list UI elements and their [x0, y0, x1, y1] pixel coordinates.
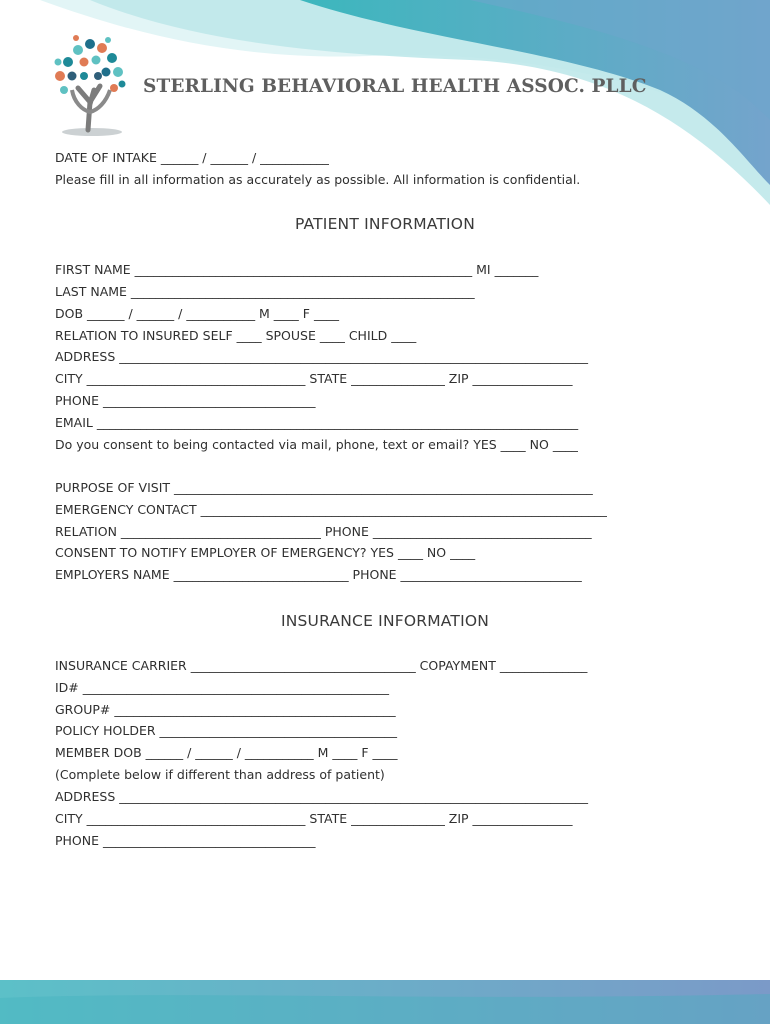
member-dob-field[interactable]: MEMBER DOB ______ / ______ / ___________ M ____ F ____ [55, 745, 398, 760]
address-note-text: (Complete below if different than address of patient) [55, 767, 385, 782]
address-field[interactable]: ADDRESS ___________________________________________________________________________ [55, 349, 588, 364]
phone-field[interactable]: PHONE __________________________________ [55, 393, 316, 408]
organization-name: STERLING BEHAVIORAL HEALTH ASSOC. PLLC [143, 76, 647, 97]
last-name-field[interactable]: LAST NAME _______________________________________________________ [55, 284, 475, 299]
relation-to-insured-field[interactable]: RELATION TO INSURED SELF ____ SPOUSE ____ CHILD ____ [55, 328, 417, 343]
relation-phone-field[interactable]: RELATION ________________________________ PHONE ___________________________________ [55, 524, 592, 539]
group-number-field[interactable]: GROUP# _____________________________________________ [55, 702, 396, 717]
tree-logo-icon [48, 32, 132, 140]
employers-name-phone-field[interactable]: EMPLOYERS NAME ____________________________ PHONE _____________________________ [55, 567, 582, 582]
dob-field[interactable]: DOB ______ / ______ / ___________ M ____ F ____ [55, 306, 339, 321]
insurance-city-state-zip-field[interactable]: CITY ___________________________________ STATE _______________ ZIP ________________ [55, 811, 573, 826]
emergency-contact-field[interactable]: EMERGENCY CONTACT _________________________________________________________________ [55, 502, 607, 517]
footer-band-decoration [0, 980, 770, 1024]
city-state-zip-field[interactable]: CITY ___________________________________ STATE _______________ ZIP ________________ [55, 371, 573, 386]
contact-consent-field[interactable]: Do you consent to being contacted via mail, phone, text or email? YES ____ NO ____ [55, 437, 578, 452]
insurance-address-field[interactable]: ADDRESS ___________________________________________________________________________ [55, 789, 588, 804]
insurance-carrier-copayment-field[interactable]: INSURANCE CARRIER ____________________________________ COPAYMENT ______________ [55, 658, 588, 673]
id-number-field[interactable]: ID# _________________________________________________ [55, 680, 390, 695]
employer-consent-field[interactable]: CONSENT TO NOTIFY EMPLOYER OF EMERGENCY? YES ____ NO ____ [55, 545, 476, 560]
insurance-phone-field[interactable]: PHONE __________________________________ [55, 833, 316, 848]
purpose-of-visit-field[interactable]: PURPOSE OF VISIT ___________________________________________________________________ [55, 480, 593, 495]
insurance-information-heading: INSURANCE INFORMATION [280, 612, 490, 630]
instructions-text: Please fill in all information as accurately as possible. All information is confidential. [55, 172, 581, 187]
patient-information-heading: PATIENT INFORMATION [294, 215, 476, 233]
date-of-intake-field[interactable]: DATE OF INTAKE ______ / ______ / ___________ [55, 150, 329, 165]
first-name-field[interactable]: FIRST NAME ______________________________________________________ MI _______ [55, 262, 539, 277]
email-field[interactable]: EMAIL _____________________________________________________________________________ [55, 415, 579, 430]
policy-holder-field[interactable]: POLICY HOLDER ______________________________________ [55, 723, 398, 738]
